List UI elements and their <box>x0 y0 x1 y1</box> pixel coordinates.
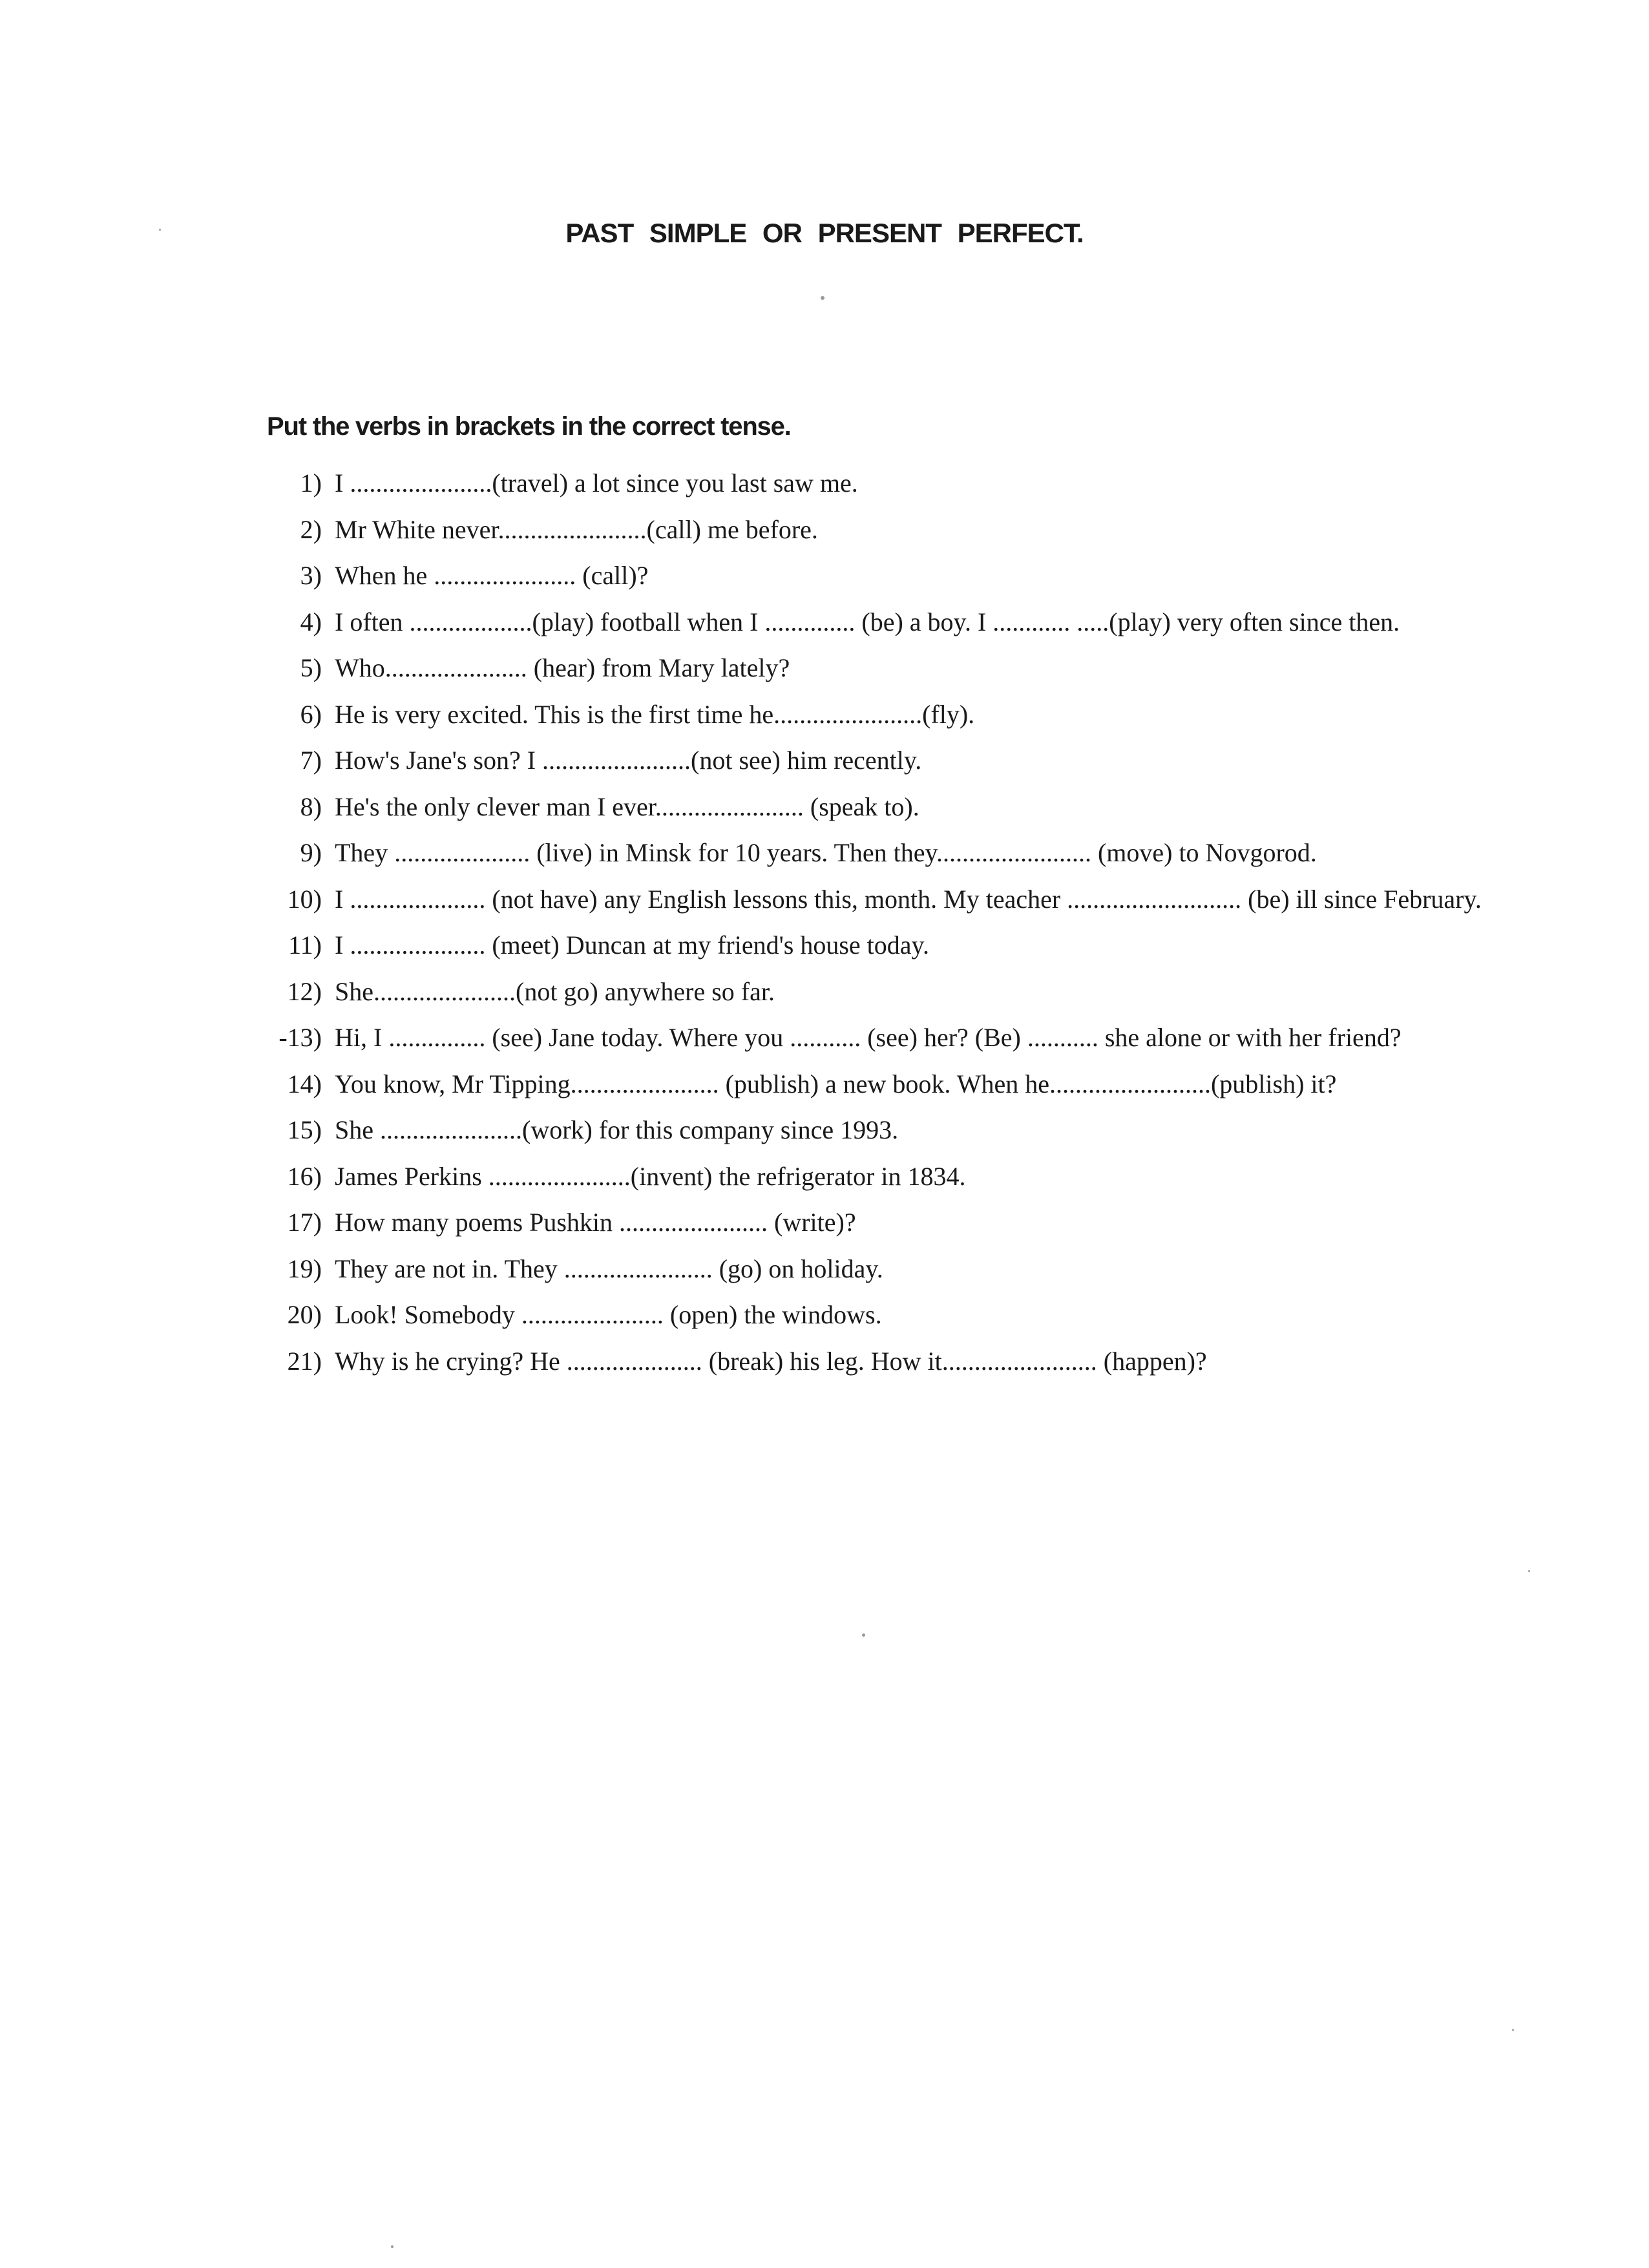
exercise-text: They ..................... (live) in Minsk for 10 years. Then they........................ (move) to Novgorod. <box>335 838 1317 867</box>
exercise-text: Hi, I ............... (see) Jane today. Where you ........... (see) her? (Be) ........... she alone or with her friend? <box>335 1023 1402 1052</box>
scan-speck <box>821 296 824 300</box>
exercise-number: 4) <box>300 607 322 636</box>
exercise-14 <box>0 1061 1649 1108</box>
exercise-number: 20) <box>287 1300 322 1329</box>
scan-speck <box>391 2245 394 2248</box>
exercise-number: 10) <box>287 884 322 914</box>
exercise-17 <box>0 1199 1649 1246</box>
exercise-number: 1) <box>300 468 322 498</box>
exercise-6 <box>0 691 1649 738</box>
exercise-15 <box>0 1107 1649 1153</box>
exercise-number: 8) <box>300 792 322 821</box>
exercise-10 <box>0 876 1649 923</box>
exercise-number: 19) <box>287 1254 322 1283</box>
exercise-number: 21) <box>287 1346 322 1376</box>
exercise-5 <box>0 645 1649 691</box>
exercise-21 <box>0 1338 1649 1385</box>
exercise-text: I ..................... (meet) Duncan at my friend's house today. <box>335 930 929 960</box>
exercise-number: 17) <box>287 1208 322 1237</box>
exercise-text: Why is he crying? He ..................... (break) his leg. How it........................ (happen)? <box>335 1346 1207 1376</box>
exercise-text: She ......................(work) for this company since 1993. <box>335 1115 899 1144</box>
scan-speck <box>1528 1570 1530 1572</box>
exercise-number: 11) <box>288 930 322 960</box>
exercise-3 <box>0 552 1649 599</box>
exercise-text: Mr White never.......................(call) me before. <box>335 514 818 544</box>
exercise-number: 15) <box>287 1115 322 1144</box>
exercise-text: He is very excited. This is the first time he.......................(fly). <box>335 699 975 729</box>
instruction: Put the verbs in brackets in the correct tense. <box>267 412 791 441</box>
exercise-number: 14) <box>287 1069 322 1098</box>
scan-speck <box>1512 2029 1514 2031</box>
exercise-text: Look! Somebody ...................... (open) the windows. <box>335 1300 882 1329</box>
exercise-9 <box>0 830 1649 876</box>
exercise-number: 7) <box>300 746 322 775</box>
exercise-19 <box>0 1246 1649 1292</box>
exercise-number: -13) <box>278 1023 322 1052</box>
exercise-text: How's Jane's son? I .......................(not see) him recently. <box>335 746 922 775</box>
exercise-12 <box>0 969 1649 1015</box>
exercise-7 <box>0 737 1649 784</box>
page-title: PAST SIMPLE OR PRESENT PERFECT. <box>565 218 1084 248</box>
exercise-number: 2) <box>300 514 322 544</box>
exercise-text: How many poems Pushkin ....................... (write)? <box>335 1208 856 1237</box>
exercise-number: 3) <box>300 561 322 590</box>
scan-speck <box>159 229 161 231</box>
exercise-text: She......................(not go) anywhere so far. <box>335 976 775 1006</box>
exercise-text: James Perkins ......................(invent) the refrigerator in 1834. <box>335 1161 966 1191</box>
exercise-20 <box>0 1292 1649 1338</box>
exercise-13 <box>0 1014 1649 1061</box>
exercise-text: I often ...................(play) football when I .............. (be) a boy. I ............ .....(play) very often since then. <box>335 607 1400 636</box>
exercise-text: You know, Mr Tipping....................... (publish) a new book. When he.........................(publish) it? <box>335 1069 1337 1098</box>
exercise-text: When he ...................... (call)? <box>335 561 649 590</box>
exercise-number: 6) <box>300 699 322 729</box>
exercise-number: 12) <box>287 976 322 1006</box>
exercise-text: I ......................(travel) a lot since you last saw me. <box>335 468 858 498</box>
exercise-text: I ..................... (not have) any English lessons this, month. My teacher ........................... (be) ill since February. <box>335 884 1482 914</box>
exercise-number: 16) <box>287 1161 322 1191</box>
exercise-text: He's the only clever man I ever....................... (speak to). <box>335 792 919 821</box>
scan-speck <box>862 1633 865 1637</box>
exercise-4 <box>0 599 1649 646</box>
exercise-text: They are not in. They ....................... (go) on holiday. <box>335 1254 883 1283</box>
exercise-text: Who...................... (hear) from Mary lately? <box>335 653 790 682</box>
exercise-11 <box>0 922 1649 969</box>
exercise-number: 9) <box>300 838 322 867</box>
exercise-16 <box>0 1153 1649 1200</box>
exercise-list <box>0 460 1649 1384</box>
exercise-8 <box>0 784 1649 830</box>
exercise-number: 5) <box>300 653 322 682</box>
exercise-2 <box>0 507 1649 553</box>
exercise-1 <box>0 460 1649 507</box>
